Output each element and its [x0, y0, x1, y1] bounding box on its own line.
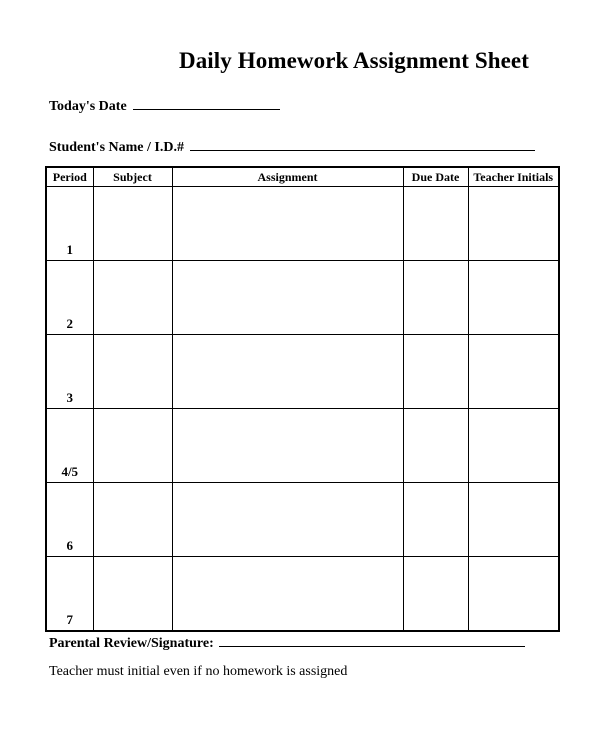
table-row	[46, 261, 559, 335]
parental-signature-label: Parental Review/Signature:	[49, 636, 214, 651]
todays-date-blank-line[interactable]	[133, 97, 280, 110]
header-assignment: Assignment	[172, 167, 403, 187]
subject-cell[interactable]	[93, 187, 172, 261]
teacher-initials-cell[interactable]	[468, 557, 559, 632]
sheet-title: Daily Homework Assignment Sheet	[178, 48, 529, 73]
student-name-label: Student's Name / I.D.#	[49, 140, 184, 155]
period-cell: 3	[46, 335, 93, 409]
table-row	[46, 409, 559, 483]
subject-cell[interactable]	[93, 409, 172, 483]
header-due-date: Due Date	[403, 167, 468, 187]
table-row	[46, 187, 559, 261]
period-cell: 6	[46, 483, 93, 557]
due-date-cell[interactable]	[403, 409, 468, 483]
teacher-initials-cell[interactable]	[468, 335, 559, 409]
period-cell: 1	[46, 187, 93, 261]
teacher-initials-cell[interactable]	[468, 187, 559, 261]
footer-note: Teacher must initial even if no homework is assigned	[49, 664, 348, 679]
header-teacher-initials: Teacher Initials	[468, 167, 559, 187]
table-row	[46, 335, 559, 409]
table-row	[46, 557, 559, 632]
student-name-blank-line[interactable]	[190, 138, 535, 151]
teacher-initials-cell[interactable]	[468, 409, 559, 483]
subject-cell[interactable]	[93, 557, 172, 632]
subject-cell[interactable]	[93, 261, 172, 335]
header-subject: Subject	[93, 167, 172, 187]
due-date-cell[interactable]	[403, 557, 468, 632]
table-row	[46, 483, 559, 557]
table-header-row	[46, 167, 559, 187]
todays-date-field	[49, 97, 280, 115]
student-name-field	[49, 138, 535, 156]
header-period: Period	[46, 167, 93, 187]
teacher-initials-cell[interactable]	[468, 261, 559, 335]
assignment-cell[interactable]	[172, 187, 403, 261]
due-date-cell[interactable]	[403, 187, 468, 261]
assignment-cell[interactable]	[172, 409, 403, 483]
period-cell: 7	[46, 557, 93, 632]
period-cell: 4/5	[46, 409, 93, 483]
assignment-cell[interactable]	[172, 557, 403, 632]
subject-cell[interactable]	[93, 335, 172, 409]
assignment-cell[interactable]	[172, 335, 403, 409]
assignment-table	[45, 166, 560, 632]
due-date-cell[interactable]	[403, 335, 468, 409]
assignment-cell[interactable]	[172, 483, 403, 557]
parental-signature-field	[49, 634, 525, 652]
period-cell: 2	[46, 261, 93, 335]
subject-cell[interactable]	[93, 483, 172, 557]
teacher-initials-cell[interactable]	[468, 483, 559, 557]
assignment-cell[interactable]	[172, 261, 403, 335]
due-date-cell[interactable]	[403, 261, 468, 335]
due-date-cell[interactable]	[403, 483, 468, 557]
todays-date-label: Today's Date	[49, 99, 127, 114]
parental-signature-blank-line[interactable]	[219, 634, 525, 647]
